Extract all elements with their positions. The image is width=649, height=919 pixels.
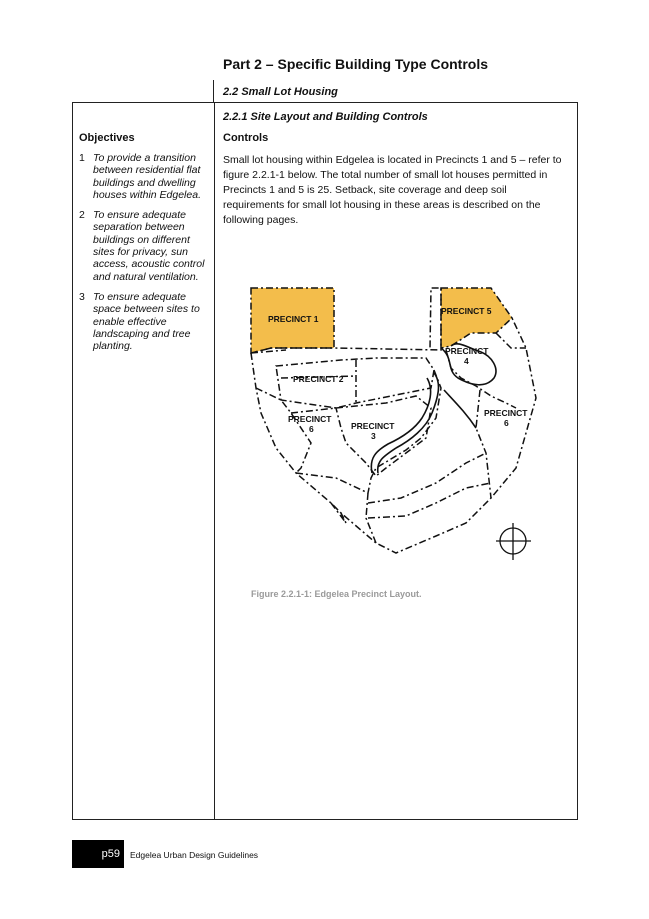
precinct3-label-line1: PRECINCT [351, 421, 395, 431]
section-title: 2.2 Small Lot Housing [223, 86, 338, 98]
controls-paragraph: Small lot housing within Edgelea is located in Precincts 1 and 5 – refer to figure 2.2.1-1 below. The total number of small lot houses permitted in Precincts 1 and 5 is 25. Setback, site coverage and deep soil requirements for small lot housing in these areas is described on the following pages. [223, 154, 562, 226]
document-title: Edgelea Urban Design Guidelines [130, 850, 259, 860]
objective-item [79, 209, 209, 283]
subsection-title: 2.2.1 Site Layout and Building Controls [223, 111, 428, 123]
page-number-box [72, 840, 124, 868]
precinct2-label: PRECINCT 2 [293, 374, 344, 384]
objective-text: To ensure adequate space between sites to enable effective landscaping and tree planting. [93, 290, 200, 353]
figure-caption: Figure 2.2.1-1: Edgelea Precinct Layout. [251, 589, 422, 599]
column-divider [214, 103, 215, 819]
page-number: p59 [101, 848, 120, 860]
objectives-heading: Objectives [79, 132, 135, 144]
top-divider-line [213, 80, 214, 102]
precinct5-label: PRECINCT 5 [441, 306, 492, 316]
precinct6-right-label-line2: 6 [504, 418, 509, 428]
objective-item [79, 291, 209, 352]
objective-number: 1 [79, 152, 85, 164]
precinct4-label-line1: PRECINCT [445, 346, 489, 356]
objectives-list [79, 152, 209, 360]
precinct4-label-line2: 4 [464, 356, 469, 366]
part-title: Part 2 – Specific Building Type Controls [223, 56, 489, 72]
objective-item [79, 152, 209, 201]
road-network [371, 344, 496, 473]
objective-text: To provide a transition between residential flat buildings and dwelling houses within Edgelea. [93, 152, 201, 201]
precinct3-label-line2: 3 [371, 431, 376, 441]
objective-number: 3 [79, 290, 85, 303]
objective-number: 2 [79, 209, 85, 222]
north-arrow-icon [496, 523, 531, 560]
objective-text: To ensure adequate separation between buildings on different sites for privacy, sun access, acoustic control and natural ventilation. [93, 209, 205, 283]
precinct6-left-label-line2: 6 [309, 424, 314, 434]
precinct6-left-label-line1: PRECINCT [288, 414, 332, 424]
precinct6-right-label-line1: PRECINCT [484, 408, 528, 418]
precinct1-label: PRECINCT 1 [268, 314, 319, 324]
precinct5-area [441, 288, 512, 348]
precinct-map [236, 278, 546, 568]
controls-heading: Controls [223, 132, 269, 144]
